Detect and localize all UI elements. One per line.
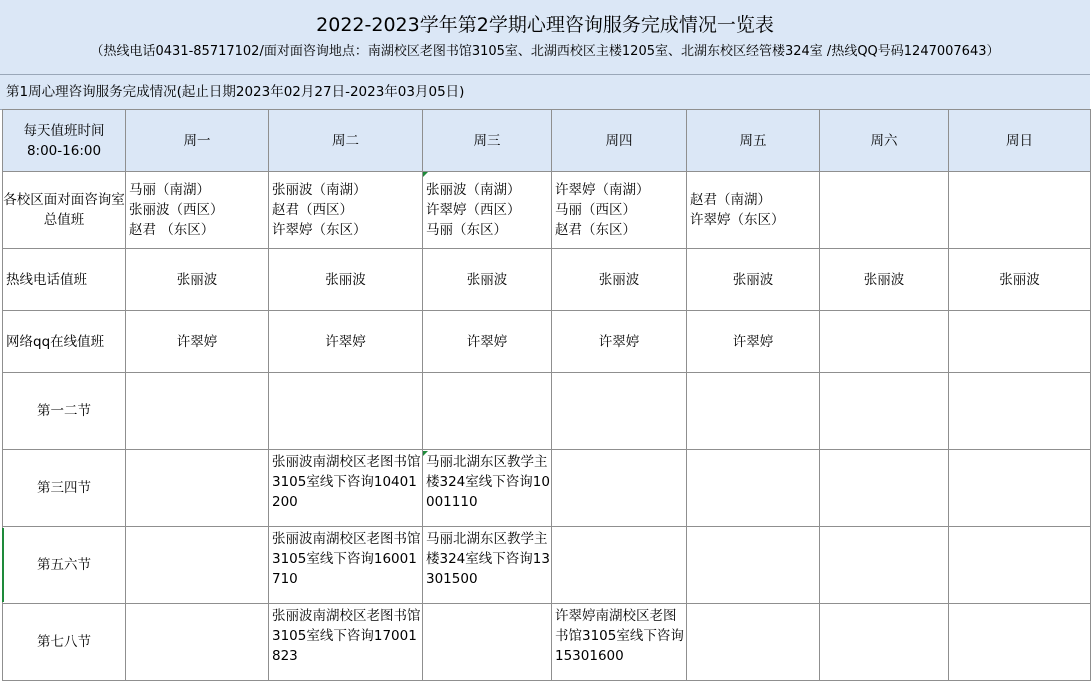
table-cell[interactable]: 张丽波南湖校区老图书馆3105室线下咨询10401200 xyxy=(269,450,423,527)
table-cell[interactable]: 马丽北湖东区教学主楼324室线下咨询13301500 xyxy=(423,527,552,604)
table-row xyxy=(3,527,1091,604)
table-cell[interactable] xyxy=(552,373,687,450)
table-cell[interactable] xyxy=(687,373,820,450)
row-label[interactable]: 第一二节 xyxy=(3,373,126,450)
table-cell[interactable] xyxy=(949,604,1091,681)
table-cell[interactable] xyxy=(949,373,1091,450)
table-row xyxy=(3,450,1091,527)
table-cell[interactable] xyxy=(269,373,423,450)
table-cell[interactable]: 张丽波 xyxy=(552,249,687,311)
table-cell[interactable]: 许翠婷 xyxy=(423,311,552,373)
table-cell[interactable] xyxy=(126,450,269,527)
table-cell[interactable]: 许翠婷 xyxy=(269,311,423,373)
header-day-tue[interactable]: 周二 xyxy=(269,110,423,172)
sheet-title[interactable]: 2022-2023学年第2学期心理咨询服务完成情况一览表 xyxy=(316,14,774,36)
table-row xyxy=(3,249,1091,311)
table-cell[interactable]: 马丽北湖东区教学主楼324室线下咨询10001110 xyxy=(423,450,552,527)
table-cell[interactable]: 许翠婷（南湖） 马丽（西区） 赵君（东区） xyxy=(552,172,687,249)
header-time-cell[interactable]: 每天值班时间 8:00-16:00 xyxy=(3,110,126,172)
table-cell[interactable] xyxy=(552,527,687,604)
table-cell[interactable]: 赵君（南湖） 许翠婷（东区） xyxy=(687,172,820,249)
table-cell[interactable]: 许翠婷 xyxy=(126,311,269,373)
header-day-fri[interactable]: 周五 xyxy=(687,110,820,172)
table-cell[interactable]: 许翠婷南湖校区老图书馆3105室线下咨询15301600 xyxy=(552,604,687,681)
table-cell[interactable]: 张丽波 xyxy=(949,249,1091,311)
table-cell[interactable] xyxy=(126,373,269,450)
sheet-subtitle[interactable]: （热线电话0431-85717102/面对面咨询地点：南湖校区老图书馆3105室、北湖西校区主楼1205室、北湖东校区经管楼324室 /热线QQ号码1247007643） xyxy=(90,44,1000,59)
schedule-table xyxy=(2,109,1091,681)
row-label[interactable]: 第三四节 xyxy=(3,450,126,527)
table-cell[interactable]: 张丽波（南湖） 赵君（西区） 许翠婷（东区） xyxy=(269,172,423,249)
table-cell[interactable] xyxy=(949,450,1091,527)
table-row xyxy=(3,311,1091,373)
table-cell[interactable]: 马丽（南湖） 张丽波（西区） 赵君 （东区） xyxy=(126,172,269,249)
table-cell[interactable]: 许翠婷 xyxy=(687,311,820,373)
table-cell[interactable]: 张丽波 xyxy=(269,249,423,311)
header-day-thu[interactable]: 周四 xyxy=(552,110,687,172)
table-cell[interactable] xyxy=(820,373,949,450)
table-row xyxy=(3,172,1091,249)
table-cell[interactable] xyxy=(423,373,552,450)
table-cell[interactable] xyxy=(820,604,949,681)
row-label[interactable]: 第五六节 xyxy=(3,527,126,604)
table-cell[interactable]: 许翠婷 xyxy=(552,311,687,373)
comment-indicator-icon xyxy=(423,451,428,456)
table-row xyxy=(3,373,1091,450)
table-cell[interactable]: 张丽波 xyxy=(423,249,552,311)
table-row xyxy=(3,604,1091,681)
table-cell[interactable] xyxy=(687,450,820,527)
row-label[interactable]: 各校区面对面咨询室总值班 xyxy=(3,172,126,249)
table-cell[interactable] xyxy=(820,450,949,527)
table-cell[interactable]: 张丽波 xyxy=(126,249,269,311)
table-cell[interactable] xyxy=(949,311,1091,373)
table-cell[interactable]: 张丽波南湖校区老图书馆3105室线下咨询17001823 xyxy=(269,604,423,681)
table-cell[interactable]: 张丽波（南湖） 许翠婷（西区） 马丽（东区） xyxy=(423,172,552,249)
table-cell[interactable]: 张丽波 xyxy=(687,249,820,311)
table-cell[interactable] xyxy=(552,450,687,527)
row-label[interactable]: 热线电话值班 xyxy=(3,249,126,311)
header-day-sat[interactable]: 周六 xyxy=(820,110,949,172)
header-day-mon[interactable]: 周一 xyxy=(126,110,269,172)
table-cell[interactable] xyxy=(126,604,269,681)
row-label[interactable]: 网络qq在线值班 xyxy=(3,311,126,373)
table-cell[interactable] xyxy=(820,527,949,604)
table-cell[interactable] xyxy=(687,527,820,604)
selection-marker xyxy=(2,528,4,602)
header-row xyxy=(3,110,1091,172)
table-cell[interactable] xyxy=(949,172,1091,249)
table-cell[interactable] xyxy=(820,172,949,249)
table-cell[interactable] xyxy=(423,604,552,681)
week-row xyxy=(0,75,1090,110)
table-cell[interactable] xyxy=(126,527,269,604)
table-cell[interactable] xyxy=(820,311,949,373)
row-label[interactable]: 第七八节 xyxy=(3,604,126,681)
header-day-wed[interactable]: 周三 xyxy=(423,110,552,172)
table-cell[interactable] xyxy=(687,604,820,681)
table-cell[interactable]: 张丽波 xyxy=(820,249,949,311)
table-cell[interactable] xyxy=(949,527,1091,604)
table-cell[interactable]: 张丽波南湖校区老图书馆3105室线下咨询16001710 xyxy=(269,527,423,604)
week-label[interactable]: 第1周心理咨询服务完成情况(起止日期2023年02月27日-2023年03月05日) xyxy=(6,84,465,100)
header-day-sun[interactable]: 周日 xyxy=(949,110,1091,172)
title-block xyxy=(0,0,1090,75)
comment-indicator-icon xyxy=(423,172,428,177)
